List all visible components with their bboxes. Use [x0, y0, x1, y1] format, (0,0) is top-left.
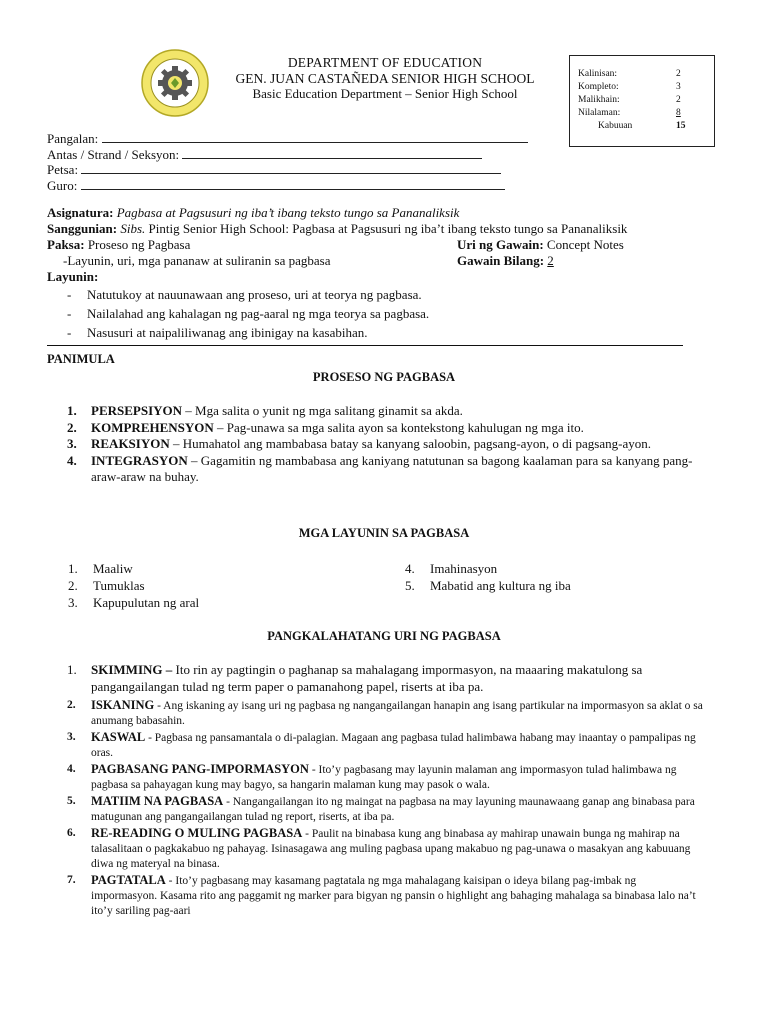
activity-number: Gawain Bilang: 2	[457, 253, 554, 268]
grade-strand-section-field[interactable]: Antas / Strand / Seksyon:	[47, 147, 528, 163]
name-field[interactable]: Pangalan:	[47, 131, 528, 147]
objective-item: - Nailalahad ang kahalagan ng pag-aaral ng mga teorya sa pagbasa.	[67, 306, 430, 321]
topic-sub-line: -Layunin, uri, mga pananaw at suliranin sa pagbasa Gawain Bilang: 2	[63, 253, 554, 268]
score-box: Kalinisan: 2 Kompleto: 3 Malikhain: 2 Nilalaman: 8 Kabuuan 15	[569, 55, 715, 147]
reading-type-item: 6. RE-READING O MULING PAGBASA - Paulit na binabasa kung ang binabasa ay mahirap unawain bunga ng mahirap na talasalitaan o pagkakabuo ng pahayag. Isinasagawa ang muling pagbasa upang makabuo ng pag-unawa o masakyan ang kabuuang diwa ng materyal na binasa.	[67, 826, 691, 870]
department-subtitle: Basic Education Department – Senior High School	[252, 86, 518, 101]
process-item: 1. PERSEPSIYON – Mga salita o yunit ng mga salitang ginamit sa akda.	[67, 403, 463, 418]
section-intro-heading: PANIMULA	[47, 352, 115, 366]
student-info-fields	[47, 131, 528, 193]
reading-type-item: 1. SKIMMING – Ito rin ay pagtingin o paghanap sa mahalagang impormasyon, na maaaring makatulong sa pangangailangan tulad ng term paper o pamanahong papel, riserts at iba pa.	[67, 662, 643, 694]
reading-type-item: 4. PAGBASANG PANG-IMPORMASYON - Ito’y pagbasang may layunin malaman ang impormasyon tulad halimbawa ng pagbasa sa pahayagan kung may bagyo, sa hangarin malaman kung may pasok o wala.	[67, 762, 677, 791]
objectives-label: Layunin:	[47, 269, 99, 284]
objectives-list	[47, 285, 737, 342]
reading-type-item: 3. KASWAL - Pagbasa ng pansamantala o di-palagian. Magaan ang pagbasa tulad halimbawa habang may inaantay o pampalipas ng oras.	[67, 730, 696, 759]
subject-line: Asignatura: Pagbasa at Pagsusuri ng iba’t ibang teksto tungo sa Pananaliksik	[47, 205, 460, 220]
date-line	[81, 162, 501, 174]
divider-rule	[47, 345, 683, 346]
goals-heading: MGA LAYUNIN SA PAGBASA	[298, 526, 470, 540]
reading-type-item: 7. PAGTATALA - Ito’y pagbasang may kasamang pagtatala ng mga mahalagang kaisipan o ideya bilang pag-imbak ng impormasyon. Kasama rito ang paggamit ng marker para bigyan ng pansin o highlight ang bahaging mahalaga sa binabasa lalo na’t ito’y sariling pag-aari	[67, 873, 696, 917]
process-item: 2. KOMPREHENSYON – Pag-unawa sa mga salita ayon sa kontekstong kahulugan ng mga ito.	[67, 419, 584, 435]
reference-line: Sanggunian: Sibs. Pintig Senior High School: Pagbasa at Pagsusuri ng iba’t ibang teksto tungo sa Pananaliksik	[47, 221, 628, 236]
goal-item: 5. Mabatid ang kultura ng iba	[405, 578, 571, 593]
document-header	[200, 55, 570, 102]
types-heading: PANGKALAHATANG URI NG PAGBASA	[267, 629, 501, 643]
reading-types-list-cont	[65, 698, 705, 919]
goal-item: 4. Imahinasyon	[405, 561, 498, 576]
school-name: GEN. JUAN CASTAÑEDA SENIOR HIGH SCHOOL	[235, 70, 535, 86]
objective-item: - Natutukoy at nauunawaan ang proseso, uri at teorya ng pagbasa.	[67, 287, 422, 302]
goal-item: 3. Kapupulutan ng aral	[68, 595, 200, 610]
process-list	[65, 403, 705, 486]
process-item: 3. REAKSIYON – Humahatol ang mambabasa batay sa kanyang saloobin, pagsang-ayon, o di pagsang-ayon.	[67, 436, 651, 451]
teacher-field[interactable]: Guro:	[47, 178, 528, 194]
topic-line: Paksa: Proseso ng Pagbasa Uri ng Gawain: Concept Notes	[47, 237, 624, 252]
reading-type-item: 5. MATIIM NA PAGBASA - Nangangailangan ito ng maingat na pagbasa na may layuning maunawaang ganap ang binabasa para matugunan ang pangangailangan tulad ng report, riserts, at iba pa.	[67, 794, 695, 823]
teacher-line	[81, 178, 505, 190]
department-title: DEPARTMENT OF EDUCATION	[287, 55, 483, 70]
date-field[interactable]: Petsa:	[47, 162, 528, 178]
goal-item: 2. Tumuklas	[68, 578, 145, 593]
process-item: 4. INTEGRASYON – Gagamitin ng mambabasa ang kaniyang natutunan sa bagong kaalaman para sa kanyang pang-araw-araw na buhay.	[67, 452, 693, 484]
grade-line	[182, 147, 482, 159]
process-heading: PROSESO NG PAGBASA	[312, 370, 456, 384]
lesson-meta	[47, 205, 737, 342]
objective-item: - Nasusuri at naipaliliwanag ang ibinigay na kasabihan.	[67, 325, 368, 340]
name-line	[102, 131, 528, 143]
activity-type: Uri ng Gawain: Concept Notes	[457, 237, 624, 252]
reading-types-list	[65, 662, 705, 696]
reading-type-item: 2. ISKANING - Ang iskaning ay isang uri ng pagbasa ng nangangailangan hanapin ang isang partikular na impormasyon sa aklat o sa anumang babasahin.	[67, 698, 703, 727]
goal-item: 1. Maaliw	[68, 561, 133, 576]
